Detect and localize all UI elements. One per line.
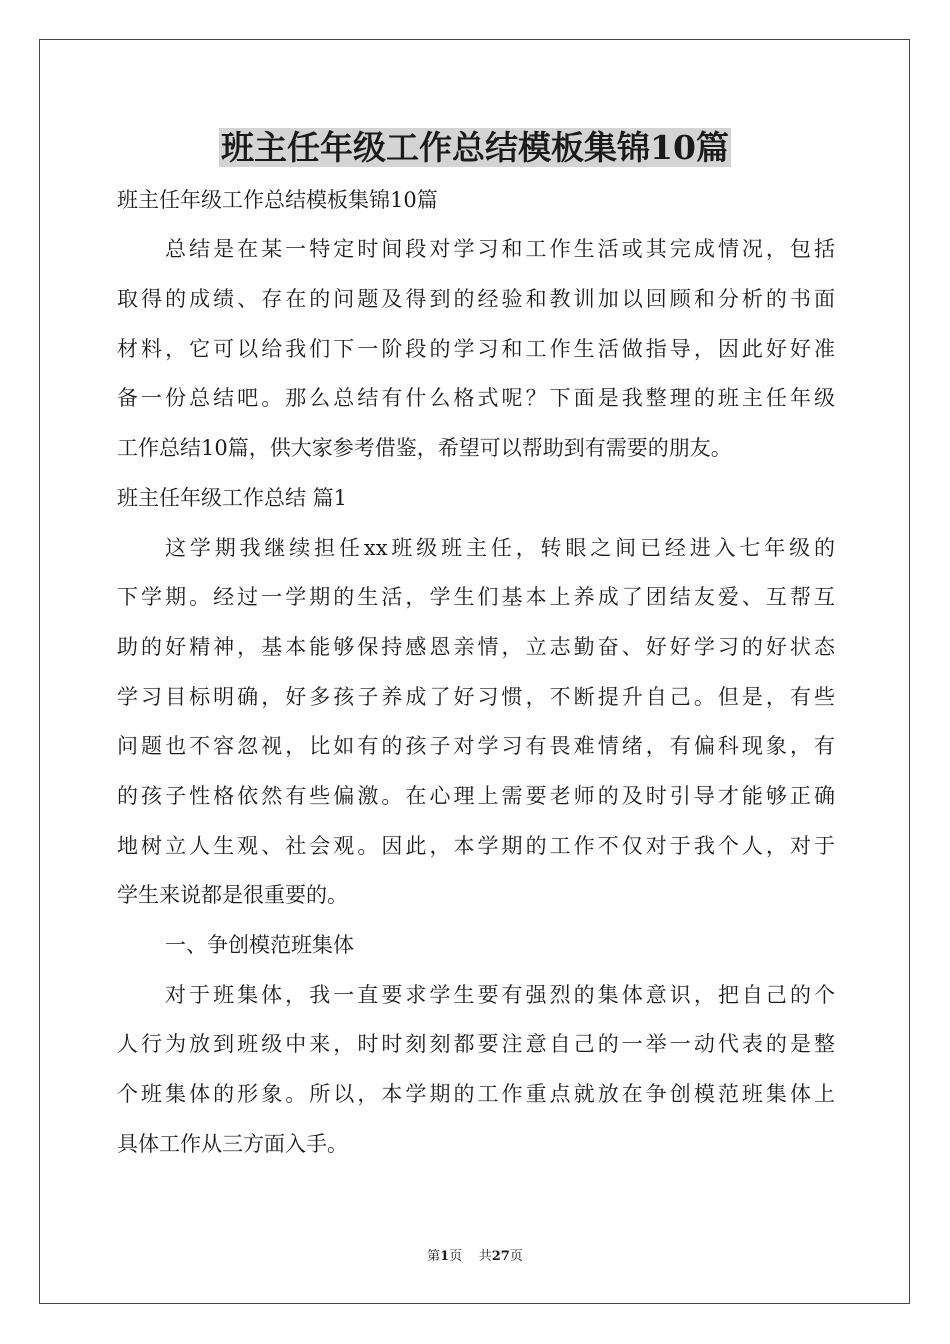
intro-line: 总结是在某一特定时间段对学习和工作生活或其完成情况，包括 [165, 237, 835, 261]
document-title: 班主任年级工作总结模板集锦10篇 [221, 128, 729, 167]
page-number: 1 [440, 1249, 450, 1264]
page-total: 27 [491, 1249, 510, 1264]
paragraph-line: 这学期我继续担任xx班级班主任，转眼之间已经进入七年级的 [165, 536, 835, 560]
footer-prefix: 第 [427, 1249, 441, 1264]
document-subtitle: 班主任年级工作总结模板集锦10篇 [117, 188, 438, 212]
paragraph-line: 个班集体的形象。所以，本学期的工作重点就放在争创模范班集体上 [117, 1082, 835, 1106]
paragraph-line: 人行为放到班级中来，时时刻刻都要注意自己的一举一动代表的是整 [117, 1032, 835, 1056]
paragraph-line: 助的好精神，基本能够保持感恩亲情，立志勤奋、好好学习的好状态 [117, 635, 835, 659]
paragraph-line: 学生来说都是很重要的。 [117, 883, 348, 907]
intro-line: 工作总结10篇，供大家参考借鉴，希望可以帮助到有需要的朋友。 [117, 436, 732, 460]
paragraph-line: 对于班集体，我一直要求学生要有强烈的集体意识，把自己的个 [165, 983, 835, 1007]
page-footer [0, 1248, 950, 1266]
intro-line: 备一份总结吧。那么总结有什么格式呢？下面是我整理的班主任年级 [117, 386, 835, 410]
section-heading: 班主任年级工作总结 篇1 [117, 486, 348, 510]
paragraph-line: 的孩子性格依然有些偏激。在心理上需要老师的及时引导才能够正确 [117, 784, 835, 808]
footer-suffix: 页 [509, 1249, 523, 1264]
paragraph-line: 问题也不容忽视，比如有的孩子对学习有畏难情绪，有偏科现象，有 [117, 734, 835, 758]
paragraph-line: 下学期。经过一学期的生活，学生们基本上养成了团结友爱、互帮互 [117, 585, 835, 609]
page-border [39, 39, 910, 1304]
subheading: 一、争创模范班集体 [165, 933, 354, 957]
paragraph-line: 学习目标明确，好多孩子养成了好习惯，不断提升自己。但是，有些 [117, 685, 835, 709]
footer-mid: 页 共 [449, 1249, 492, 1264]
paragraph-line: 地树立人生观、社会观。因此，本学期的工作不仅对于我个人，对于 [117, 834, 835, 858]
intro-line: 取得的成绩、存在的问题及得到的经验和教训加以回顾和分析的书面 [117, 287, 835, 311]
paragraph-line: 具体工作从三方面入手。 [117, 1132, 348, 1156]
intro-line: 材料，它可以给我们下一阶段的学习和工作生活做指导，因此好好准 [117, 337, 835, 361]
